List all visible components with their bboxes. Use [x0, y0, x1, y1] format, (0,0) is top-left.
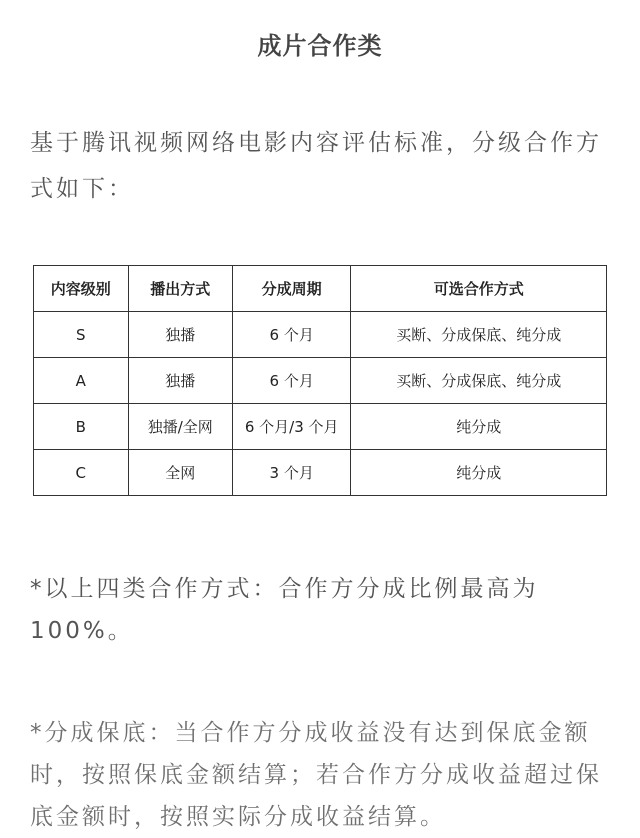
header-cooperation-options: 可选合作方式: [351, 266, 607, 312]
note-cooperation-ratio: *以上四类合作方式：合作方分成比例最高为100%。: [30, 576, 539, 644]
cell-options: 纯分成: [351, 450, 607, 496]
cell-period: 6 个月: [232, 312, 350, 358]
cell-level: A: [34, 358, 129, 404]
cell-level: B: [34, 404, 129, 450]
cell-period: 3 个月: [232, 450, 350, 496]
table-row: [34, 358, 607, 404]
cell-broadcast: 全网: [128, 450, 232, 496]
note-guarantee: *分成保底：当合作方分成收益没有达到保底金额时，按照保底金额结算；若合作方分成收益超过保底金额时，按照实际分成收益结算。: [30, 720, 602, 830]
cell-options: 买断、分成保底、纯分成: [351, 312, 607, 358]
cell-broadcast: 独播/全网: [128, 404, 232, 450]
header-revenue-period: 分成周期: [232, 266, 350, 312]
table-row: [34, 450, 607, 496]
table-header-row: [34, 266, 607, 312]
section-title: 成片合作类: [257, 32, 383, 60]
intro-paragraph: 基于腾讯视频网络电影内容评估标准，分级合作方式如下：: [30, 130, 602, 202]
header-content-level: 内容级别: [34, 266, 129, 312]
table-row: [34, 404, 607, 450]
cell-options: 纯分成: [351, 404, 607, 450]
cell-broadcast: 独播: [128, 312, 232, 358]
cell-period: 6 个月/3 个月: [232, 404, 350, 450]
cell-level: S: [34, 312, 129, 358]
cell-broadcast: 独播: [128, 358, 232, 404]
header-broadcast-mode: 播出方式: [128, 266, 232, 312]
cooperation-table: [33, 265, 607, 496]
cell-level: C: [34, 450, 129, 496]
cell-period: 6 个月: [232, 358, 350, 404]
table-row: [34, 312, 607, 358]
cell-options: 买断、分成保底、纯分成: [351, 358, 607, 404]
